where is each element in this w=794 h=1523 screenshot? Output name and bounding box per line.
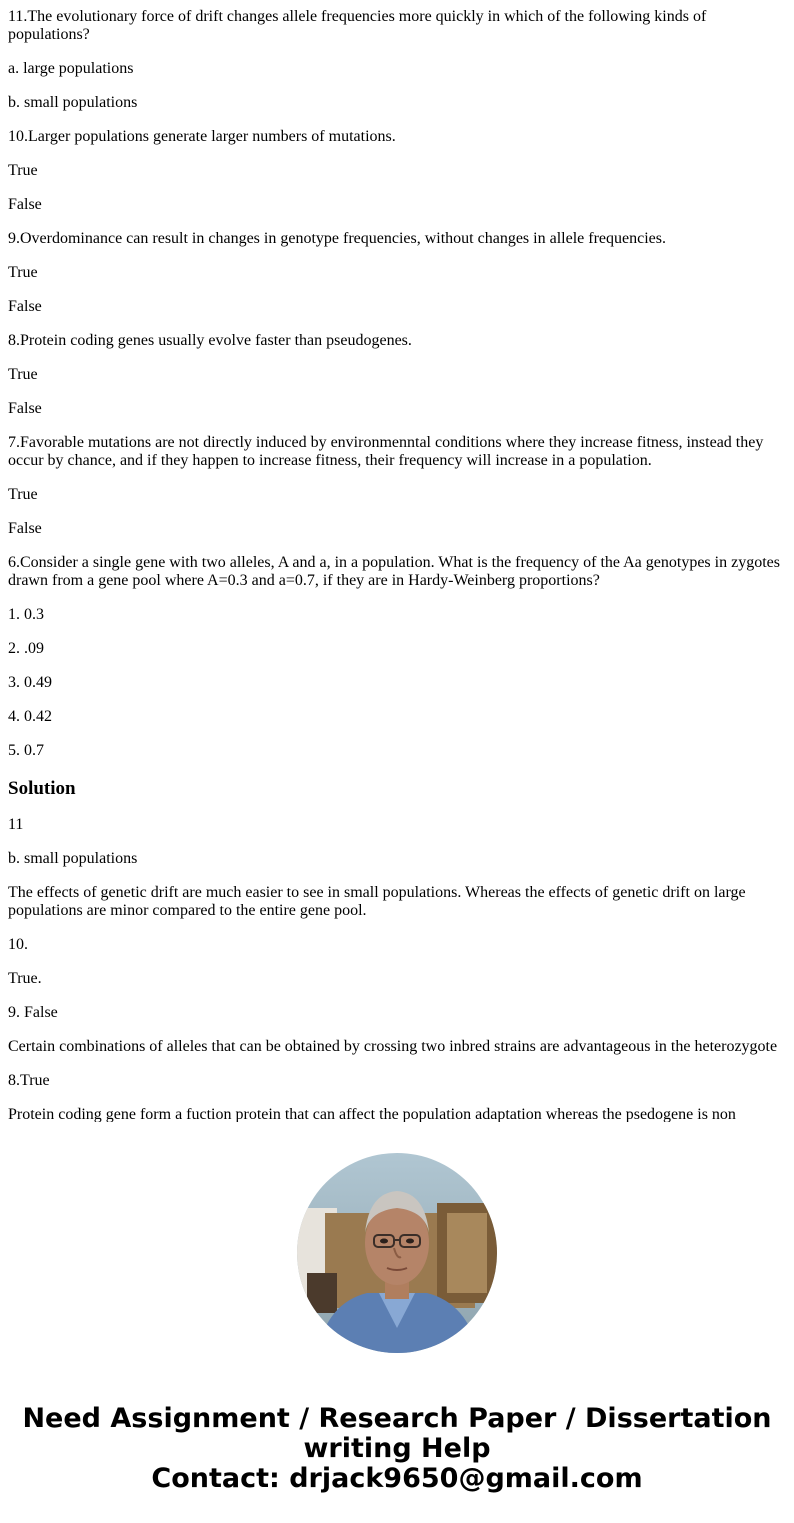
question-text: 7.Favorable mutations are not directly induced by environmenntal conditions where they increase fitness, instead they occur by chance, and if they happen to increase fitness, their frequency will increase in a population. [8, 434, 764, 469]
promo-footer [0, 1404, 794, 1494]
solution-paragraph: Certain combinations of alleles that can be obtained by crossing two inbred strains are advantageous in the heterozygote [8, 1038, 778, 1055]
solution-paragraph: True. [8, 970, 42, 987]
solution-paragraph: 8.True [8, 1072, 50, 1089]
answer-option: 5. 0.7 [8, 742, 44, 759]
answer-option: True [8, 486, 38, 503]
answer-option: a. large populations [8, 60, 134, 77]
solution-paragraph: 10. [8, 936, 28, 953]
answer-option: 1. 0.3 [8, 606, 44, 623]
answer-option: False [8, 520, 42, 537]
question-text: 6.Consider a single gene with two alleles, A and a, in a population. What is the frequency of the Aa genotypes in zygotes drawn from a gene pool where A=0.3 and a=0.7, if they are in Hardy-Weinberg proportions? [8, 554, 780, 589]
answer-option: True [8, 264, 38, 281]
answer-option: b. small populations [8, 94, 138, 111]
author-photo-image [297, 1153, 497, 1353]
document-content [8, 0, 786, 1122]
promo-line-2: writing Help [303, 1433, 491, 1464]
question-text: 9.Overdominance can result in changes in genotype frequencies, without changes in allele frequencies. [8, 230, 666, 247]
answer-option: False [8, 298, 42, 315]
solution-paragraph: 11 [8, 816, 24, 833]
answer-option: True [8, 366, 38, 383]
answer-option: False [8, 400, 42, 417]
promo-line-1: Need Assignment / Research Paper / Dissertation [22, 1403, 772, 1434]
solution-paragraph: b. small populations [8, 850, 138, 867]
contact-email: Contact: drjack9650@gmail.com [151, 1463, 643, 1494]
author-photo [297, 1153, 497, 1353]
answer-option: 3. 0.49 [8, 674, 52, 691]
question-text: 11.The evolutionary force of drift changes allele frequencies more quickly in which of the following kinds of populations? [8, 8, 707, 43]
solution-body [8, 816, 786, 1122]
answer-option: 2. .09 [8, 640, 44, 657]
solution-paragraph: Protein coding gene form a fuction protein that can affect the population adaptation whereas the psedogene is non [8, 1106, 736, 1122]
question-list [8, 8, 786, 760]
answer-option: True [8, 162, 38, 179]
question-text: 8.Protein coding genes usually evolve faster than pseudogenes. [8, 332, 412, 349]
solution-paragraph: 9. False [8, 1004, 58, 1021]
solution-heading: Solution [8, 778, 76, 799]
solution-paragraph: The effects of genetic drift are much easier to see in small populations. Whereas the effects of genetic drift on large populations are minor compared to the entire gene pool. [8, 884, 746, 919]
answer-option: False [8, 196, 42, 213]
question-text: 10.Larger populations generate larger numbers of mutations. [8, 128, 396, 145]
answer-option: 4. 0.42 [8, 708, 52, 725]
